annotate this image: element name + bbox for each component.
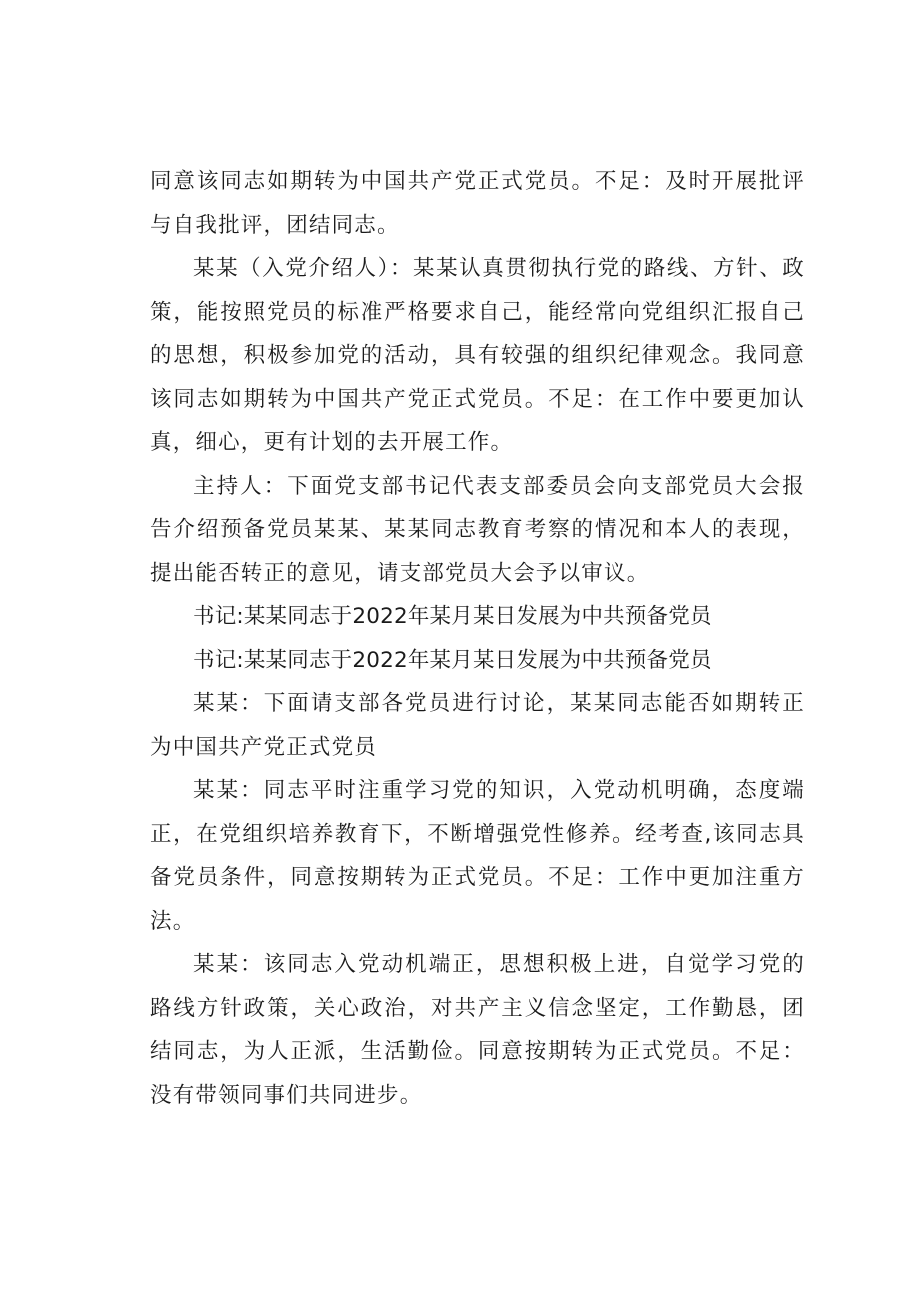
- paragraph-member-opinion-1: 某某：同志平时注重学习党的知识，入党动机明确，态度端正，在党组织培养教育下，不断增强党性修养。经考查,该同志具备党员条件，同意按期转为正式党员。不足：工作中更加注重方法。: [150, 778, 805, 934]
- paragraph-secretary-statement: 书记:某某同志于2022年某月某日发展为中共预备党员: [193, 604, 712, 629]
- paragraph-secretary-statement-repeat: 书记:某某同志于2022年某月某日发展为中共预备党员: [193, 647, 712, 673]
- paragraph-member-opinion-2: 某某：该同志入党动机端正，思想积极上进，自觉学习党的路线方针政策，关心政治，对共产主义信念坚定，工作勤恳，团结同志，为人正派，生活勤俭。同意按期转为正式党员。不足：没有带领同事们共同进步。: [150, 952, 805, 1108]
- paragraph-discussion-prompt: 某某：下面请支部各党员进行讨论，某某同志能否如期转正为中国共产党正式党员: [150, 691, 805, 760]
- document-body: [150, 160, 805, 1117]
- paragraph-host-statement: 主持人：下面党支部书记代表支部委员会向支部党员大会报告介绍预备党员某某、某某同志教育考察的情况和本人的表现，提出能否转正的意见，请支部党员大会予以审议。: [150, 473, 805, 586]
- paragraph-introducer-statement: 某某（入党介绍人）：某某认真贯彻执行党的路线、方针、政策，能按照党员的标准严格要求自己，能经常向党组织汇报自己的思想，积极参加党的活动，具有较强的组织纪律观念。我同意该同志如期转为中国共产党正式党员。不足：在工作中要更加认真，细心，更有计划的去开展工作。: [150, 256, 805, 455]
- paragraph-approval-continued: 同意该同志如期转为中国共产党正式党员。不足：及时开展批评与自我批评，团结同志。: [150, 169, 805, 238]
